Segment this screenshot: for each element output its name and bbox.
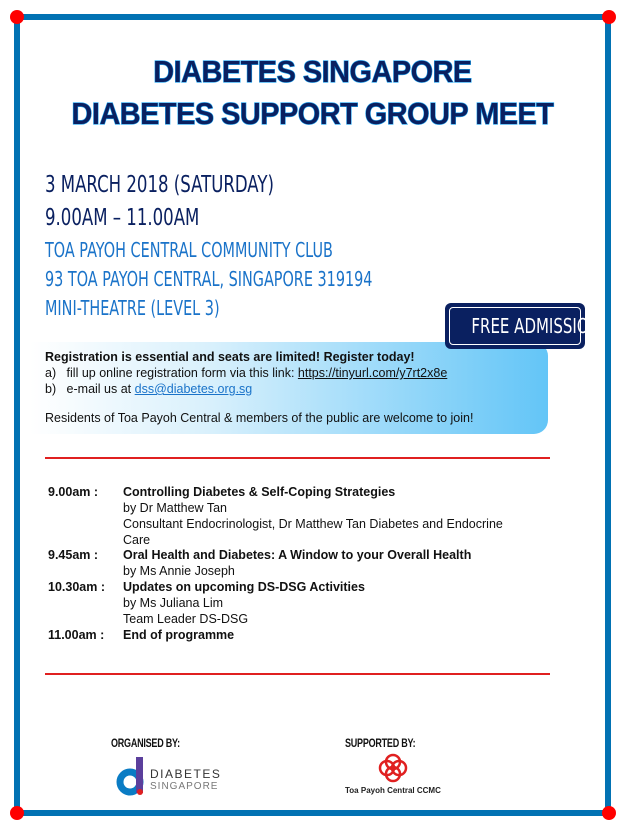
programme-time: 11.00am : — [48, 628, 105, 642]
registration-heading: Registration is essential and seats are limited! Register today! — [45, 350, 415, 364]
programme-speaker: by Ms Juliana Lim — [123, 596, 224, 610]
registration-link[interactable]: https://tinyurl.com/y7rt2x8e — [297, 366, 448, 380]
registration-note: Residents of Toa Payoh Central & members of the public are welcome to join! — [45, 411, 474, 425]
diabetes-d-icon — [114, 755, 150, 797]
programme-speaker: by Ms Annie Joseph — [123, 564, 235, 578]
programme-speaker-role: Consultant Endocrinologist, Dr Matthew Tan Diabetes and Endocrine Care — [123, 517, 503, 547]
programme-time: 9.00am : — [48, 485, 99, 499]
divider — [45, 457, 550, 459]
corner-dot — [10, 10, 24, 24]
supported-by-label: SUPPORTED BY: — [345, 736, 416, 750]
programme-speaker: by Dr Matthew Tan — [123, 501, 227, 515]
organised-by-label: ORGANISED BY: — [111, 736, 180, 750]
programme-time: 10.30am : — [48, 580, 105, 594]
programme-time: 9.45am : — [48, 548, 99, 562]
corner-dot — [602, 806, 616, 820]
registration-option-b — [45, 382, 252, 396]
event-time: 9.00AM – 11.00AM — [45, 205, 200, 231]
event-address: 93 TOA PAYOH CENTRAL, SINGAPORE 319194 — [45, 267, 373, 291]
title-line-1: DIABETES SINGAPORE — [153, 54, 472, 89]
event-date: 3 MARCH 2018 (SATURDAY) — [45, 172, 274, 198]
diabetes-singapore-logo — [114, 755, 224, 797]
email-link[interactable]: dss@diabetes.org.sg — [134, 382, 253, 396]
event-venue: TOA PAYOH CENTRAL COMMUNITY CLUB — [45, 238, 333, 262]
programme-title: Updates on upcoming DS-DSG Activities — [123, 580, 365, 594]
supporter-name: Toa Payoh Central CCMC — [345, 786, 441, 795]
registration-option-a — [45, 366, 447, 380]
programme-speaker-role: Team Leader DS-DSG — [123, 612, 249, 626]
logo-text-2: SINGAPORE — [150, 781, 219, 792]
logo-text-1: DIABETES — [150, 767, 222, 781]
event-room: MINI-THEATRE (LEVEL 3) — [45, 296, 220, 320]
option-label: a) — [45, 366, 57, 380]
divider — [45, 673, 550, 675]
registration-box — [30, 342, 548, 434]
ccmc-logo-icon — [377, 752, 409, 784]
programme-title: Oral Health and Diabetes: A Window to your Overall Health — [123, 548, 472, 562]
option-text: e-mail us at — [66, 382, 135, 396]
option-label: b) — [45, 382, 57, 396]
programme-title: Controlling Diabetes & Self-Coping Strategies — [123, 485, 396, 499]
programme-title: End of programme — [123, 628, 235, 642]
free-admission-badge — [445, 303, 600, 349]
option-text: fill up online registration form via this link: — [66, 366, 298, 380]
badge-text: FREE ADMISSION — [471, 314, 600, 338]
corner-dot — [10, 806, 24, 820]
corner-dot — [602, 10, 616, 24]
title-line-2: DIABETES SUPPORT GROUP MEET — [71, 96, 554, 131]
